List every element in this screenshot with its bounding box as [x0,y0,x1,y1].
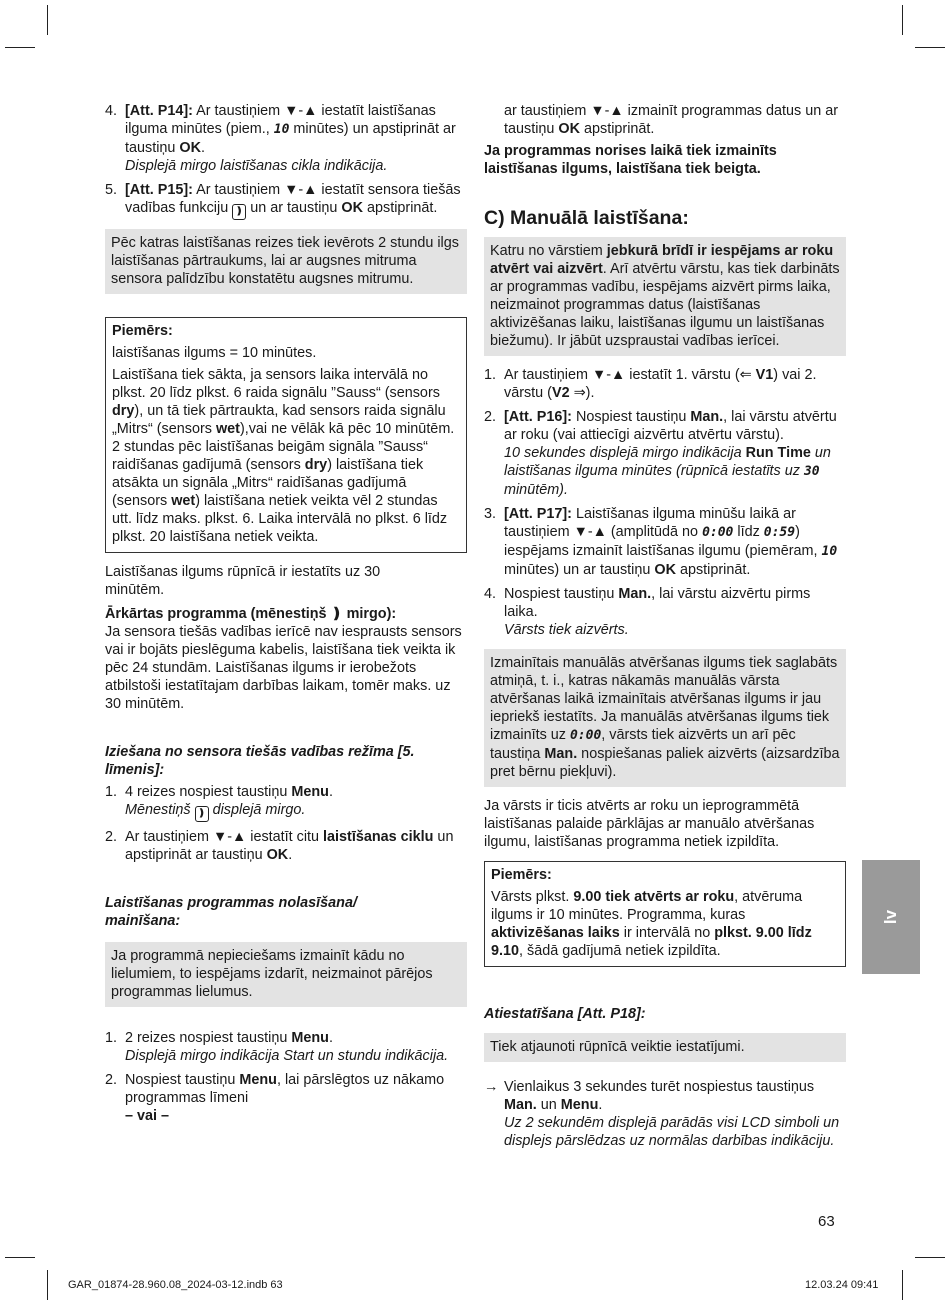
step-note: minūtēm). [504,482,568,498]
step-text: un apstiprināt ar taustiņu [125,829,454,863]
step-text: . [328,784,333,800]
run-time-label: Run Time [745,445,811,461]
example-text: , atvēruma ilgums ir 10 minūtes. Programma, kuras [491,889,803,923]
figure-ref: [Att. P17]: [504,506,572,522]
example-text: Vārsts plkst. [491,889,574,905]
step-text: apstiprināt. [363,200,438,216]
step-text: . [328,1030,333,1046]
lcd-value: 0:00 [702,525,734,540]
info-bold: jebkurā brīdī ir iespējams ar roku atvērt vai aizvērt [490,243,834,277]
crop-mark [47,5,48,35]
step-text: un ar taustiņu [246,200,342,216]
step-number: 5. [105,182,118,198]
exit-title: Iziešana no sensora tiešās vadības režīma [5. līmenis]: [105,744,415,778]
info-text: . Arī atvērtu vārstu, kas tiek darbināts ar programmas vadību, iespējams aizvērt pirms laika, neizmainot programmas datus (laistīšanas aktivizēšanas laiku, laistīšanas ilgumu un laistīšanas biežumu). Ir jābūt uzspraustai vadības ierīcei. [490,261,840,349]
left-column [105,102,467,1125]
arrow-right-icon: ⇒ [569,385,586,401]
example-bold: 9.00 tiek atvērts ar roku [573,889,735,905]
language-tab [862,860,920,974]
ok-key: OK [266,847,289,863]
step-text: Vienlaikus 3 sekundes turēt nospiestus taustiņus [504,1079,815,1095]
crop-mark [5,47,35,48]
example-bold: aktivizēšanas laiks [491,925,620,941]
factory-setting: Laistīšanas ilgums rūpnīcā ir iestatīts uz 30 minūtēm. [105,564,381,598]
continued-step [484,102,846,138]
lcd-value: 10 [273,122,290,137]
step-note: un laistīšanas ilguma minūtes (rūpnīcā iestatīts uz [504,445,831,479]
step-note: Uz 2 sekundēm displejā parādās visi LCD simboli un displejs pārslēdzas uz normālas darbības indikāciju. [504,1115,840,1149]
sensor-wet: wet [171,493,196,509]
step-text: Ar taustiņiem ▼-▲ iestatīt laistīšanas ilguma minūtes (piem., [125,103,436,137]
page-number: 63 [818,1213,835,1230]
man-key: Man. [690,409,724,425]
ok-key: OK [341,200,363,216]
figure-ref: [Att. P14]: [125,103,193,119]
step-text: , lai vārstu aizvērtu pirms laika. [504,586,811,620]
step-text: ) vai 2. vārstu ( [504,367,817,401]
lcd-value: 0:59 [763,525,796,540]
lcd-value: 30 [803,464,820,479]
step-text: ) iespējams izmainīt laistīšanas ilgumu (piemēram, [504,524,822,559]
manual-watering-title: C) Manuālā laistīšana: [484,207,689,229]
info-text: Ja programmā nepieciešams izmainīt kādu no lielumiem, to iespējams izdarīt, neizmainot pārējos programmas lielumus. [111,948,433,1000]
or-separator: – vai – [125,1108,170,1124]
step-number: 4. [484,586,497,602]
valve-2: V2 [551,385,570,401]
info-box-program [105,942,467,1007]
step-number: 2. [105,1072,118,1088]
info-box-manual [484,237,846,356]
read-step-2 [105,1071,467,1125]
step-text: apstiprināt. [675,562,751,578]
step-note: Displejā mirgo indikācija Start un stundu indikācija. [125,1048,449,1064]
example-text: ) laistīšana tiek atsākta un signāla „Mitrs“ raidīšanas gadījumā (sensors [112,457,424,509]
arrow-right-icon: → [484,1079,499,1095]
menu-key: Menu [239,1072,277,1088]
example-bold: plkst. 9.00 līdz 9.10 [491,925,812,959]
example-box [105,317,467,553]
menu-key: Menu [560,1097,599,1113]
step-text: Nospiest taustiņu [571,409,691,425]
step-text: Ar taustiņiem ▼-▲ iestatīt 1. vārstu ( [504,367,740,383]
step-note: 10 sekundes displejā mirgo indikācija [504,445,746,461]
man-key: Man. [504,1097,537,1113]
info-box-saved [484,649,846,787]
example-text: ir intervālā no [619,925,715,941]
ok-key: OK [654,562,676,578]
step-note: Displejā mirgo laistīšanas cikla indikācija. [125,158,388,174]
footer-date-time: 12.03.24 09:41 [805,1279,879,1291]
manual-step-3 [484,505,846,579]
step-text: līdz [733,524,764,540]
step-5 [105,181,467,220]
sensor-dry: dry [112,403,135,419]
example-title: Piemērs: [112,323,173,339]
info-text: nospiešanas paliek aizvērts (aizsardzība pret bērnu piekļuvi). [490,746,840,780]
step-text: Ar taustiņiem ▼-▲ iestatīt citu [125,829,324,845]
step-text: Laistīšanas ilguma minūšu laikā ar taustiņiem ▼-▲ (amplitūdā no [504,506,796,540]
crop-mark [915,47,945,48]
crop-mark [915,1257,945,1258]
right-column [484,102,846,1150]
manual-step-1 [484,366,846,402]
menu-key: Menu [291,1030,329,1046]
man-key: Man. [618,586,652,602]
step-text: , lai vārstu atvērtu ar roku (vai attiecīgi aizvērtu atvērtu vārstu). [504,409,837,443]
step-number: 4. [105,103,118,119]
step-note: displejā mirgo. [208,802,306,818]
sensor-wet: wet [215,421,240,437]
valve-1: V1 [751,367,774,383]
step-text: , lai pārslēgtos uz nākamo programmas līmeni [125,1072,445,1106]
example-line: laistīšanas ilgums = 10 minūtes. [112,345,317,361]
ok-key: OK [179,140,201,156]
info-text: Katru no vārstiem [490,243,607,259]
example-box-2 [484,861,846,967]
info-box-pause [105,229,467,294]
step-4 [105,102,467,175]
menu-key: Menu [291,784,329,800]
step-text: . [598,1097,603,1113]
step-text: Ar taustiņiem ▼-▲ iestatīt sensora tiešās vadības funkciju [125,182,461,216]
watering-cycle: laistīšanas ciklu [323,829,434,845]
example-text: ), un tā tiek pārtraukta, kad sensors raida signālu „Mitrs“ (sensors [112,403,446,437]
step-number: 3. [484,506,497,522]
step-text: ). [585,385,595,401]
step-note: Mēnestiņš [125,802,195,818]
reset-step [484,1078,846,1150]
emergency-title: Ārkārtas programma (mēnestiņš ❫ mirgo): [105,606,397,622]
lcd-value: 10 [821,544,838,559]
step-note: Vārsts tiek aizvērts. [504,622,629,638]
info-text: Izmainītais manuālās atvēršanas ilgums tiek saglabāts atmiņā, t. i., katras nākamās manuālās vārsta atvēršanas laikā izmainītais atvēršanas ilgums ir jau iepriekš iestatīts. Ja manuālās atvēršanas ilgums tiek izmainīts uz [490,655,838,743]
example-text: ) laistīšana netiek veikta vēl 2 stundas utt. līdz maks. plkst. 6. Laika intervālā no plkst. 6 līdz plkst. 20 laistīšana netiek veikta. [112,493,448,545]
moon-icon: ❫ [195,806,209,822]
info-text: Pēc katras laistīšanas reizes tiek ievērots 2 stundu ilgs laistīšanas pārtraukums, lai ar augsnes mitruma sensora palīdzību konstatētu augsnes mitrumu. [111,235,459,287]
info-text: , vārsts tiek aizvērts un arī pēc taustiņa [490,727,796,762]
figure-ref: [Att. P15]: [125,182,193,198]
step-text: Nospiest taustiņu [504,586,619,602]
step-text: . [201,140,205,156]
step-text: Nospiest taustiņu [125,1072,240,1088]
step-text: apstiprināt. [580,121,655,137]
step-text: . [288,847,293,863]
man-key: Man. [544,746,578,762]
step-text: 2 reizes nospiest taustiņu [125,1030,292,1046]
example-title: Piemērs: [491,867,552,883]
step-number: 1. [105,784,118,800]
step-text: ar taustiņiem ▼-▲ izmainīt programmas datus un ar taustiņu [504,103,839,137]
manual-step-4 [484,585,846,639]
read-step-1 [105,1029,467,1065]
example-paragraph [112,366,460,546]
moon-icon: ❫ [232,204,246,220]
step-number: 1. [105,1030,118,1046]
overlap-text: Ja vārsts ir ticis atvērts ar roku un ieprogrammētā laistīšanas palaide pārklājas ar manuālo atvēršanas ilgumu, laistīšanas programma netiek izpildīta. [484,798,815,850]
step-number: 2. [484,409,497,425]
language-code: lv [881,909,900,925]
example-text: Laistīšana tiek sākta, ja sensors laika intervālā no plkst. 20 līdz plkst. 6 raida signālu ”Sauss“ (sensors [112,367,440,401]
step-text: minūtes) un apstiprināt ar taustiņu [125,121,456,156]
step-text: 4 reizes nospiest taustiņu [125,784,292,800]
crop-mark [902,5,903,35]
warning-text: Ja programmas norises laikā tiek izmainīts laistīšanas ilgums, laistīšana tiek beigta. [484,143,777,177]
exit-step-1 [105,783,467,822]
emergency-text: Ja sensora tiešās vadības ierīcē nav iesprausts sensors vai ir bojāts pieslēguma kabelis, laistīšana tiek veikta ik pēc 24 stundām. Laistīšanas ilgums ir ierobežots atbilstoši iestatītajam darbības laikam, tomēr maks. uz 30 minūtēm. [105,624,462,712]
ok-key: OK [558,121,580,137]
figure-ref: [Att. P16]: [504,409,572,425]
step-number: 1. [484,367,497,383]
info-box-reset [484,1033,846,1062]
read-program-title: Laistīšanas programmas nolasīšana/ mainīšana: [105,895,357,929]
sensor-dry: dry [304,457,328,473]
example-text: ),vai ne vēlāk kā pēc 10 minūtēm. 2 stundas pēc laistīšanas beigām signāla ”Sauss“ raidīšanas gadījumā (sensors [112,421,455,473]
reset-title: Atiestatīšana [Att. P18]: [484,1006,646,1022]
info-text: Tiek atjaunoti rūpnīcā veiktie iestatījumi. [490,1039,745,1055]
arrow-left-icon: ⇐ [739,367,752,383]
step-text: minūtes) un ar taustiņu [504,562,655,578]
crop-mark [47,1270,48,1300]
manual-step-2 [484,408,846,499]
exit-step-2 [105,828,467,864]
footer-file-info: GAR_01874-28.960.08_2024-03-12.indb 63 [68,1279,283,1291]
crop-mark [902,1270,903,1300]
example-text: , šādā gadījumā netiek izpildīta. [519,943,721,959]
crop-mark [5,1257,35,1258]
lcd-value: 0:00 [569,728,602,743]
step-text: un [536,1097,561,1113]
step-number: 2. [105,829,118,845]
